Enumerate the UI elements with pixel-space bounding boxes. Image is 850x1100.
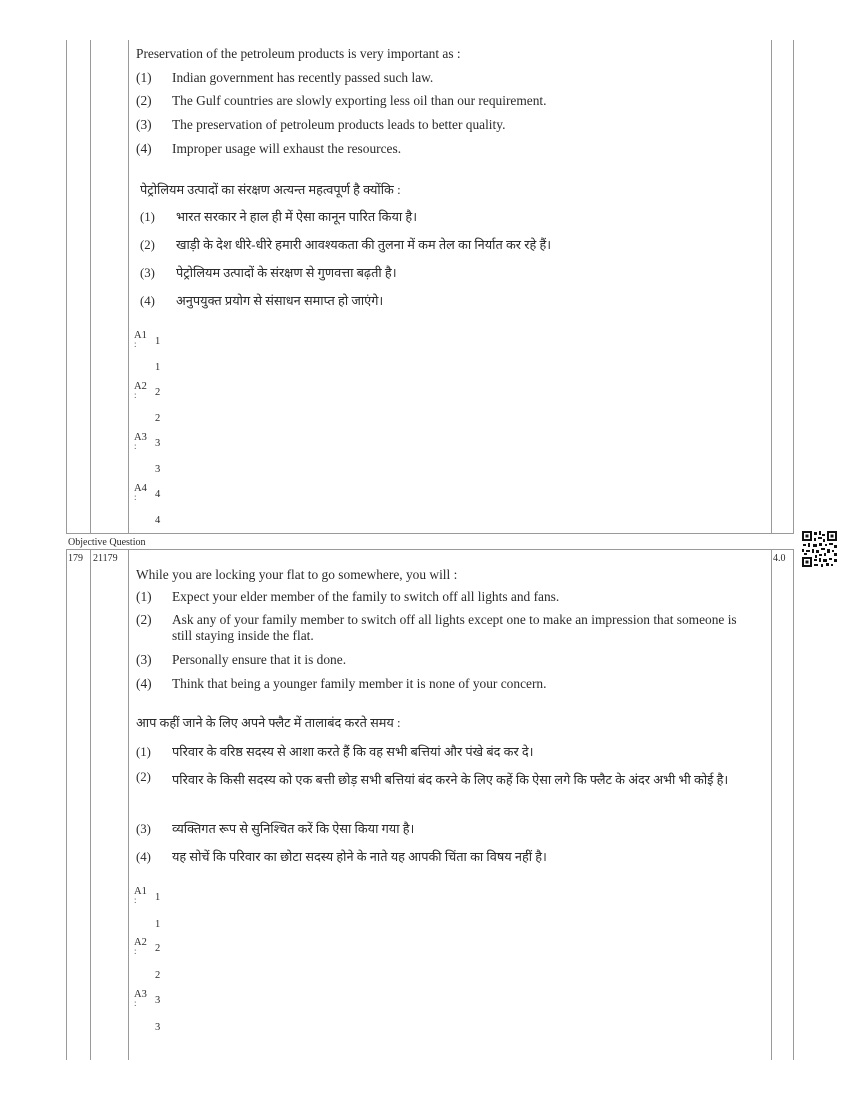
option-hi-4: (4) यह सोचें कि परिवार का छोटा सदस्य होने के नाते यह आपकी चिंता का विषय नहीं है। [136, 850, 547, 864]
option-en-1: (1) Indian government has recently passed such law. [136, 70, 434, 85]
answer-label: A3 : [134, 432, 147, 451]
answer-label: A4 : [134, 483, 147, 502]
option-hi-3: (3) पेट्रोलियम उत्पादों के संरक्षण से गुणवत्ता बढ़ती है। [140, 266, 397, 280]
table-border-serial [90, 40, 91, 533]
question-serial: 179 [68, 553, 83, 564]
answer-value: 3 [155, 438, 161, 449]
answer-value-secondary: 1 [155, 919, 161, 930]
answer-value: 2 [155, 387, 161, 398]
answer-value-secondary: 2 [155, 413, 161, 424]
question-stem-hi: पेट्रोलियम उत्पादों का संरक्षण अत्यन्त महत्वपूर्ण है क्योंकि : [140, 183, 401, 197]
option-en-4: (4) Think that being a younger family member it is none of your concern. [136, 676, 547, 691]
table-border-content-right [771, 549, 772, 1060]
answer-value: 1 [155, 892, 161, 903]
table-border-content-left [128, 549, 129, 1060]
row-divider [66, 549, 794, 550]
answer-value: 1 [155, 336, 161, 347]
table-border-content-right [771, 40, 772, 533]
option-en-4: (4) Improper usage will exhaust the resources. [136, 141, 402, 156]
answer-value-secondary: 3 [155, 1022, 161, 1033]
question-marks: 4.0 [773, 553, 786, 564]
answer-value-secondary: 1 [155, 362, 161, 373]
option-en-2: (2) Ask any of your family member to switch off all lights except one to make an impression that someone is still staying inside the flat. [136, 612, 737, 643]
answer-label: A1 : [134, 330, 147, 349]
table-border-serial [90, 549, 91, 1060]
table-border-left [66, 549, 67, 1060]
answer-value: 4 [155, 489, 161, 500]
answer-label: A3 : [134, 989, 147, 1008]
option-en-3: (3) The preservation of petroleum products leads to better quality. [136, 117, 506, 132]
row-divider [66, 533, 794, 534]
option-hi-1: (1) भारत सरकार ने हाल ही में ऐसा कानून पारित किया है। [140, 210, 418, 224]
answer-value: 3 [155, 995, 161, 1006]
section-label: Objective Question [68, 537, 146, 548]
option-hi-3: (3) व्यक्तिगत रूप से सुनिश्चित करें कि ऐसा किया गया है। [136, 822, 415, 836]
answer-value-secondary: 2 [155, 970, 161, 981]
answer-value-secondary: 4 [155, 515, 161, 526]
table-border-left [66, 40, 67, 533]
option-hi-2: (2) परिवार के किसी सदस्य को एक बत्ती छोड़ सभी बत्तियां बंद करने के लिए कहें कि ऐसा लगे कि फ्लैट के अंदर अभी भी कोई है। [136, 770, 729, 787]
answer-label: A2 : [134, 937, 147, 956]
question-stem-en: Preservation of the petroleum products is very important as : [136, 46, 461, 61]
table-border-content-left [128, 40, 129, 533]
answer-value: 2 [155, 943, 161, 954]
question-stem-hi: आप कहीं जाने के लिए अपने फ्लैट में तालाबंद करते समय : [136, 716, 401, 730]
option-en-2: (2) The Gulf countries are slowly exporting less oil than our requirement. [136, 93, 547, 108]
table-border-right [793, 549, 794, 1060]
option-hi-1: (1) परिवार के वरिष्ठ सदस्य से आशा करते हैं कि वह सभी बत्तियां और पंखे बंद कर दे। [136, 745, 534, 759]
option-en-1: (1) Expect your elder member of the family to switch off all lights and fans. [136, 589, 560, 604]
answer-value-secondary: 3 [155, 464, 161, 475]
question-stem-en: While you are locking your flat to go somewhere, you will : [136, 567, 458, 582]
answer-label: A1 : [134, 886, 147, 905]
option-hi-2: (2) खाड़ी के देश धीरे-धीरे हमारी आवश्यकता की तुलना में कम तेल का निर्यात कर रहे हैं। [140, 238, 552, 252]
option-hi-4: (4) अनुपयुक्त प्रयोग से संसाधन समाप्त हो जाएंगे। [140, 294, 384, 308]
answer-label: A2 : [134, 381, 147, 400]
qr-code-icon [801, 530, 838, 568]
question-id: 21179 [93, 553, 118, 564]
table-border-right [793, 40, 794, 533]
option-en-3: (3) Personally ensure that it is done. [136, 652, 347, 667]
